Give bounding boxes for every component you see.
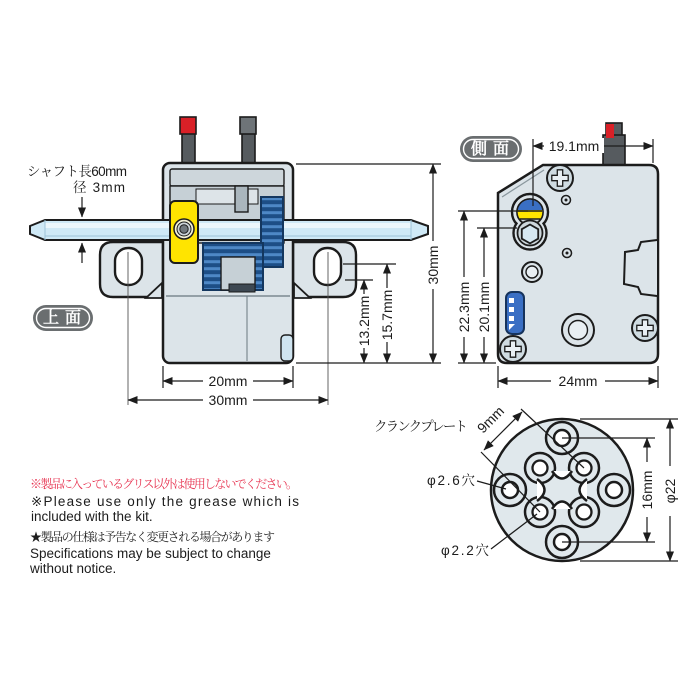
dim-side-width: 24mm [558,373,598,389]
side-view [456,123,658,389]
side-view-label: 側面 [471,141,511,158]
dim-body-width: 20mm [208,373,248,389]
dim-diameter: φ22 [662,478,678,504]
note-spec-ja: ★製品の仕様は予告なく変更される場合があります [30,530,275,544]
shaft-note-line1: シャフト長60mm [27,164,127,179]
motor-wires-top [180,117,256,164]
crank-plate-label: クランクプレート [374,419,468,434]
crank-hub [512,194,548,250]
crank-plate-view [374,403,678,561]
crown-gear [261,197,283,267]
shaft-note-line2: 径 3mm [73,180,125,195]
side-view-badge [460,136,522,162]
shaft-highlight [45,223,411,228]
dim-hole-pitch: 9mm [473,402,508,437]
label-inner-hole: φ2.2穴 [441,543,489,558]
note-grease-en-1: ※Please use only the grease which is [31,494,299,509]
shaft-hex-nut [522,225,538,244]
dim-hole-center: 15.7mm [379,289,395,341]
right-mount-hole [314,248,341,285]
dim-shaft-height: 20.1mm [476,281,492,333]
dim-shaft-offset: 19.1mm [548,138,600,154]
note-spec-en-1: Specifications may be subject to change [30,546,271,561]
label-outer-hole: φ2.6穴 [427,473,475,488]
top-view-label: 上面 [43,310,83,327]
top-view [27,117,441,408]
dim-crank-height: 22.3mm [456,281,472,333]
body-pocket [281,335,293,361]
left-mount-hole [115,248,142,285]
shaft-clamp [170,201,198,263]
top-view-badge [33,305,93,331]
dim-ring-pitch: 16mm [639,470,655,510]
dim-hole-edge: 13.2mm [356,295,372,347]
red-wire-stem [182,133,195,164]
motor-wire-side [603,123,625,165]
dim-height: 30mm [425,245,441,285]
note-grease-ja: ※製品に入っているグリス以外は使用しないでください。 [30,477,298,491]
blue-connector [506,292,524,334]
notes-block [29,476,299,576]
wire-red-strip [606,124,614,138]
top-view-dimensions-bottom [128,366,328,408]
drive-shaft [30,220,428,240]
note-spec-en-2: without notice. [30,561,117,576]
note-grease-en-2: included with the kit. [31,509,153,524]
red-wire-cap [180,117,196,134]
gray-wire-stem [242,133,255,164]
dim-mount-span: 30mm [208,392,248,408]
gray-wire-cap [240,117,256,134]
motor-center-tab [235,186,248,212]
